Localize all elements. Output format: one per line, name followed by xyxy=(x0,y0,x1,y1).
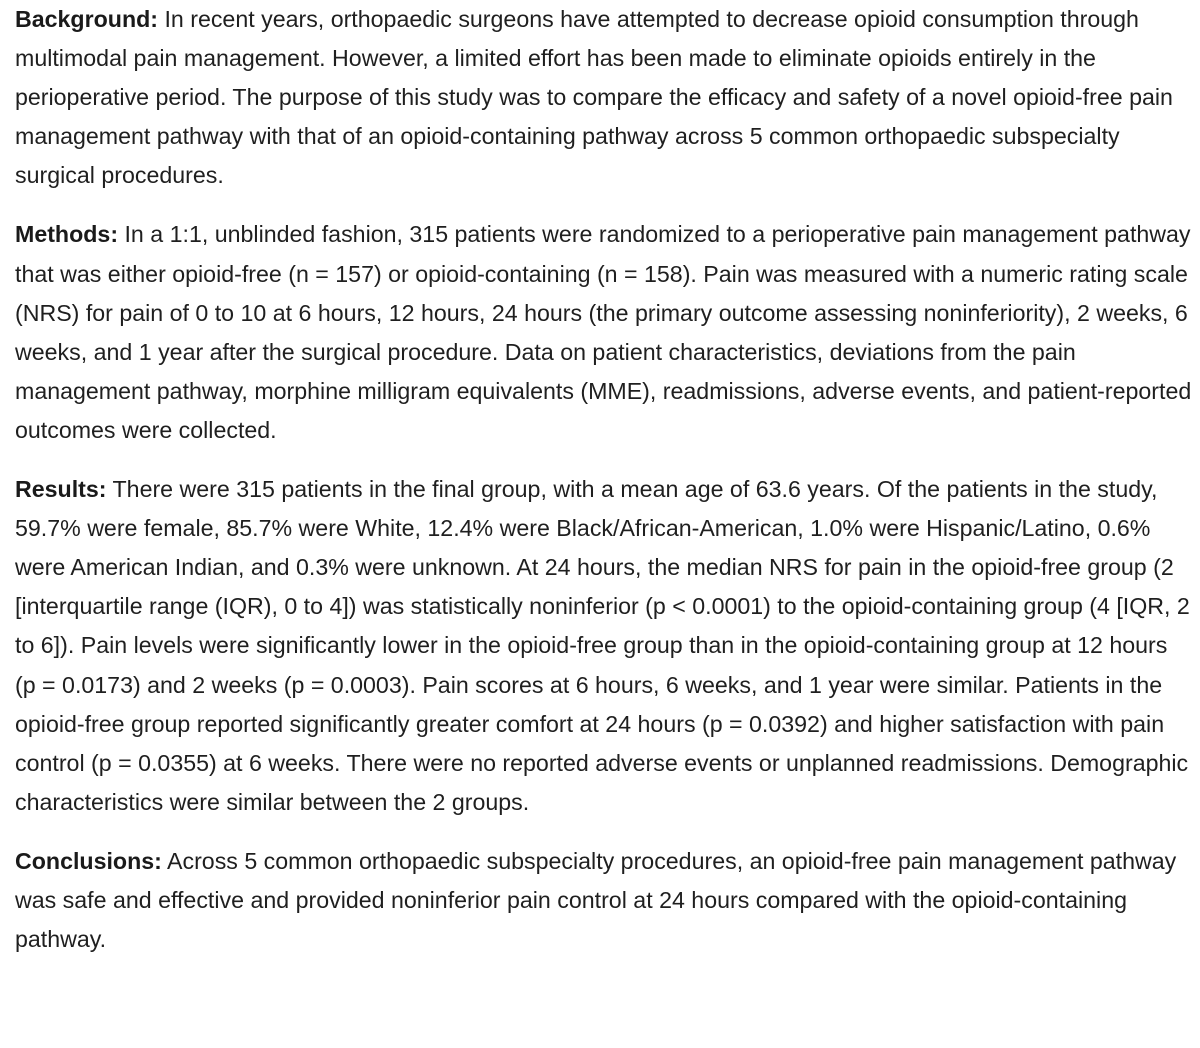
background-text: In recent years, orthopaedic surgeons have attempted to decrease opioid consumption through multimodal pain management. However, a limited effort has been made to eliminate opioids entirely in the perioperative period. The purpose of this study was to compare the efficacy and safety of a novel opioid-free pain management pathway with that of an opioid-containing pathway across 5 common orthopaedic subspecialty surgical procedures. xyxy=(15,6,1173,189)
results-label: Results: xyxy=(15,476,107,503)
methods-section xyxy=(15,215,1192,450)
conclusions-text: Across 5 common orthopaedic subspecialty procedures, an opioid-free pain management pathway was safe and effective and provided noninferior pain control at 24 hours compared with the opioid-containing pathway. xyxy=(15,847,1177,953)
conclusions-label: Conclusions: xyxy=(15,847,162,874)
background-label: Background: xyxy=(15,6,158,32)
background-section xyxy=(15,0,1192,195)
results-section xyxy=(15,470,1192,822)
methods-label: Methods: xyxy=(15,221,119,248)
methods-text: In a 1:1, unblinded fashion, 315 patients were randomized to a perioperative pain management pathway that was either opioid-free (n = 157) or opioid-containing (n = 158). Pain was measured with a numeric rating scale (NRS) for pain of 0 to 10 at 6 hours, 12 hours, 24 hours (the primary outcome assessing noninferiority), 2 weeks, 6 weeks, and 1 year after the surgical procedure. Data on patient characteristics, deviations from the pain management pathway, morphine milligram equivalents (MME), readmissions, adverse events, and patient-reported outcomes were collected. xyxy=(15,221,1192,443)
conclusions-section xyxy=(15,842,1192,959)
results-text: There were 315 patients in the final group, with a mean age of 63.6 years. Of the patients in the study, 59.7% were female, 85.7% were White, 12.4% were Black/African-American, 1.0% were Hispanic/Latino, 0.6% were American Indian, and 0.3% were unknown. At 24 hours, the median NRS for pain in the opioid-free group (2 [interquartile range (IQR), 0 to 4]) was statistically noninferior (p < 0.0001) to the opioid-containing group (4 [IQR, 2 to 6]). Pain levels were significantly lower in the opioid-free group than in the opioid-containing group at 12 hours (p = 0.0173) and 2 weeks (p = 0.0003). Pain scores at 6 hours, 6 weeks, and 1 year were similar. Patients in the opioid-free group reported significantly greater comfort at 24 hours (p = 0.0392) and higher satisfaction with pain control (p = 0.0355) at 6 weeks. There were no reported adverse events or unplanned readmissions. Demographic characteristics were similar between the 2 groups. xyxy=(15,476,1190,815)
